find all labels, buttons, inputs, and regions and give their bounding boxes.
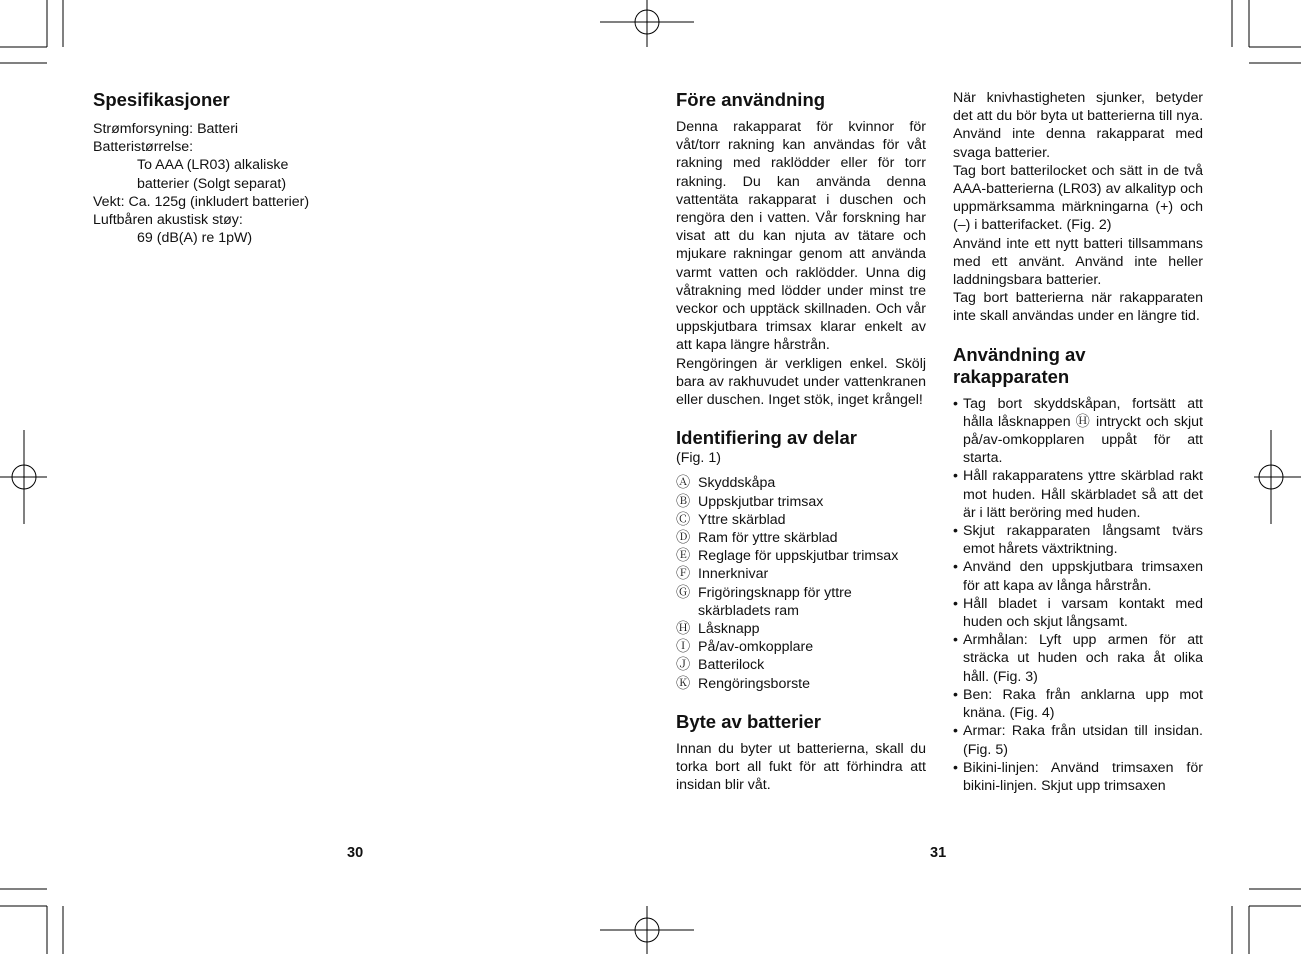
usage-bullet-item (953, 595, 1203, 631)
part-item (676, 547, 926, 565)
part-label: Frigöringsknapp för yttre skärbladets ram (698, 584, 852, 619)
right-page-column-2 (953, 89, 1203, 795)
bullet-icon: • (953, 759, 958, 776)
part-item (676, 474, 926, 492)
spec-line: 69 (dB(A) re 1pW) (137, 230, 253, 247)
battery-paragraphs (953, 89, 1203, 326)
right-page-column-1 (676, 89, 926, 795)
part-letter: Ⓑ (676, 493, 691, 510)
part-item (676, 565, 926, 583)
left-page-specs (93, 89, 393, 247)
parts-fig-ref: (Fig. 1) (676, 450, 721, 467)
before-use-body-2: Rengöringen är verkligen enkel. Skölj bara av rakhuvudet under vattenkranen eller duschen. Inget stök, inget krångel! (676, 355, 926, 409)
part-label: Skyddskåpa (698, 475, 776, 492)
usage-bullet-item (953, 522, 1203, 558)
part-label: Ram för yttre skärblad (698, 530, 838, 547)
usage-bullet-text: Bikini-linjen: Använd trimsaxen för bikini-linjen. Skjut upp trimsaxen (963, 759, 1203, 794)
part-item (676, 511, 926, 529)
part-item (676, 620, 926, 638)
part-item (676, 656, 926, 674)
usage-bullet-list (953, 395, 1203, 795)
part-letter: Ⓐ (676, 475, 691, 492)
part-label: Batterilock (698, 657, 765, 674)
spec-line: Luftbåren akustisk støy: (93, 212, 243, 229)
part-label: Yttre skärblad (698, 511, 786, 528)
spec-line: Vekt: Ca. 125g (inkludert batterier) (93, 193, 310, 210)
usage-bullet-item (953, 467, 1203, 522)
part-label: Innerknivar (698, 566, 769, 583)
part-label: Uppskjutbar trimsax (698, 493, 824, 510)
part-item (676, 638, 926, 656)
part-letter: Ⓕ (676, 566, 691, 583)
parts-list (676, 474, 926, 692)
bullet-icon: • (953, 395, 958, 412)
usage-bullet-text: Ben: Raka från anklarna upp mot knäna. (Fig. 4) (963, 686, 1203, 722)
specs-heading: Spesifikasjoner (93, 89, 230, 110)
part-label: Reglage för uppskjutbar trimsax (698, 548, 899, 565)
part-label: På/av-omkopplare (698, 639, 814, 656)
usage-heading-line-1: Användning av (953, 343, 1086, 365)
part-letter: Ⓚ (676, 675, 691, 692)
part-letter: Ⓙ (676, 657, 691, 674)
part-item (676, 675, 926, 693)
before-use-body: Denna rakapparat för kvinnor för våt/torr rakning kan användas för våt rakning med raklödder eller för torr rakning. Du kan använda denna vattentäta rakapparat i duschen och rengöra den i vatten. Vår forskning har visat att du kan njuta av tätare och mjukare rakningar genom att använda varmt vatten och raklödder. Unna dig våtrakning med lödder under minst tre veckor och upptäck skillnaden. Och vår uppskjutbara trimsax klarar enkelt av att kapa längre hårstrån. (676, 119, 926, 354)
part-item (676, 584, 926, 620)
bullet-icon: • (953, 523, 958, 540)
part-letter: Ⓘ (676, 639, 691, 656)
spec-line: Batteristørrelse: (93, 139, 194, 156)
part-label: Rengöringsborste (698, 675, 810, 692)
bullet-icon: • (953, 468, 958, 485)
part-letter: Ⓔ (676, 548, 691, 565)
usage-bullet-item (953, 631, 1203, 686)
battery-paragraph: Tag bort batterierna när rakapparaten inte skall användas under en längre tid. (953, 290, 1203, 325)
battery-paragraph: Tag bort batterilocket och sätt in de två AAA-batterierna (LR03) av alkalityp och uppmärksamma märkningarna (+) och (–) i batterifacket. (Fig. 2) (953, 162, 1203, 234)
part-letter: Ⓒ (676, 511, 691, 528)
usage-bullet-item (953, 395, 1203, 468)
battery-paragraph: När knivhastigheten sjunker, betyder det att du bör byta ut batterierna till nya. Använd inte denna rakapparat med svaga batterier. (953, 90, 1204, 161)
bullet-icon: • (953, 723, 958, 740)
bullet-icon: • (953, 559, 958, 576)
usage-bullet-item (953, 686, 1203, 722)
usage-bullet-text: Håll rakapparatens yttre skärblad rakt mot huden. Håll skärbladet så att det är i lätt beröring med huden. (963, 468, 1203, 521)
usage-bullet-text: Använd den uppskjutbara trimsaxen för att kapa av långa hårstrån. (963, 559, 1203, 594)
before-use-heading: Före användning (676, 89, 826, 110)
specs-list (93, 120, 393, 247)
usage-bullet-item (953, 558, 1203, 594)
usage-bullet-text: Skjut rakapparaten långsamt tvärs emot hårets växtriktning. (963, 523, 1203, 558)
usage-bullet-text: Armar: Raka från utsidan till insidan. (Fig. 5) (963, 723, 1203, 758)
usage-bullet-item (953, 722, 1203, 758)
spec-line: To AAA (LR03) alkaliske (137, 157, 289, 174)
bullet-icon: • (953, 632, 958, 649)
parts-heading: Identifiering av delar (676, 427, 857, 449)
usage-bullet-item (953, 759, 1203, 795)
part-item (676, 529, 926, 547)
usage-bullet-text: Håll bladet i varsam kontakt med huden och skjut långsamt. (963, 595, 1203, 631)
part-letter: Ⓓ (676, 530, 691, 547)
part-letter: Ⓗ (676, 621, 691, 638)
battery-heading: Byte av batterier (676, 710, 821, 732)
usage-bullet-text: Armhålan: Lyft upp armen för att sträcka ut huden och raka åt olika håll. (Fig. 3) (963, 632, 1203, 685)
bullet-icon: • (953, 595, 958, 612)
page-number-right: 31 (930, 845, 947, 861)
page-number-left: 30 (347, 845, 364, 861)
part-label: Låsknapp (698, 621, 760, 638)
part-letter: Ⓖ (676, 584, 691, 601)
spec-line: Strømforsyning: Batteri (93, 121, 239, 137)
bullet-icon: • (953, 686, 958, 703)
spec-line: batterier (Solgt separat) (137, 175, 287, 192)
battery-paragraph: Använd inte ett nytt batteri tillsammans med ett använt. Använd inte heller laddningsbara batterier. (953, 235, 1203, 289)
usage-heading-line-2: rakapparaten (953, 365, 1070, 387)
usage-bullet-text: Tag bort skyddskåpan, fortsätt att hålla låsknappen Ⓗ intryckt och skjut på/av-omkopplaren uppåt för att starta. (963, 395, 1203, 467)
battery-body: Innan du byter ut batterierna, skall du torka bort all fukt för att förhindra att insidan blir våt. (676, 740, 926, 794)
part-item (676, 493, 926, 511)
